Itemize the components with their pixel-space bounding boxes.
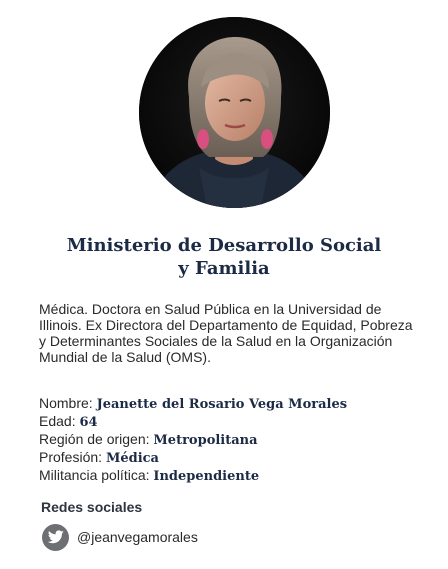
fact-political-affiliation: [39, 467, 439, 485]
fact-label: Militancia política:: [39, 467, 154, 483]
ministry-title-line1: Ministerio de Desarrollo Social: [66, 235, 382, 256]
biography-text: Médica. Doctora en Salud Pública en la Universidad de Illinois. Ex Directora del Departamento de Equidad, Pobreza y Determinantes Sociales de la Salud en la Organización Mundial de la Salud (OMS).: [39, 301, 413, 365]
fact-label: Edad:: [39, 413, 80, 429]
fact-label: Nombre:: [39, 395, 97, 411]
fact-value: Médica: [105, 451, 159, 466]
facts-list: [39, 395, 439, 485]
ministry-title: [0, 234, 448, 280]
fact-age: [39, 413, 439, 431]
fact-region: [39, 431, 439, 449]
twitter-handle[interactable]: @jeanvegamorales: [77, 529, 198, 545]
ministry-title-line2: y Familia: [178, 258, 270, 279]
social-networks-heading: Redes sociales: [41, 499, 143, 515]
fact-value: Independiente: [153, 469, 260, 484]
fact-value: Jeanette del Rosario Vega Morales: [96, 397, 348, 412]
fact-label: Región de origen:: [39, 431, 154, 447]
twitter-icon[interactable]: [42, 524, 69, 551]
fact-name: [39, 395, 439, 413]
fact-value: 64: [79, 415, 98, 430]
fact-value: Metropolitana: [153, 433, 258, 448]
portrait-photo: [139, 17, 330, 208]
twitter-link[interactable]: [42, 523, 198, 551]
fact-profession: [39, 449, 439, 467]
fact-label: Profesión:: [39, 449, 106, 465]
